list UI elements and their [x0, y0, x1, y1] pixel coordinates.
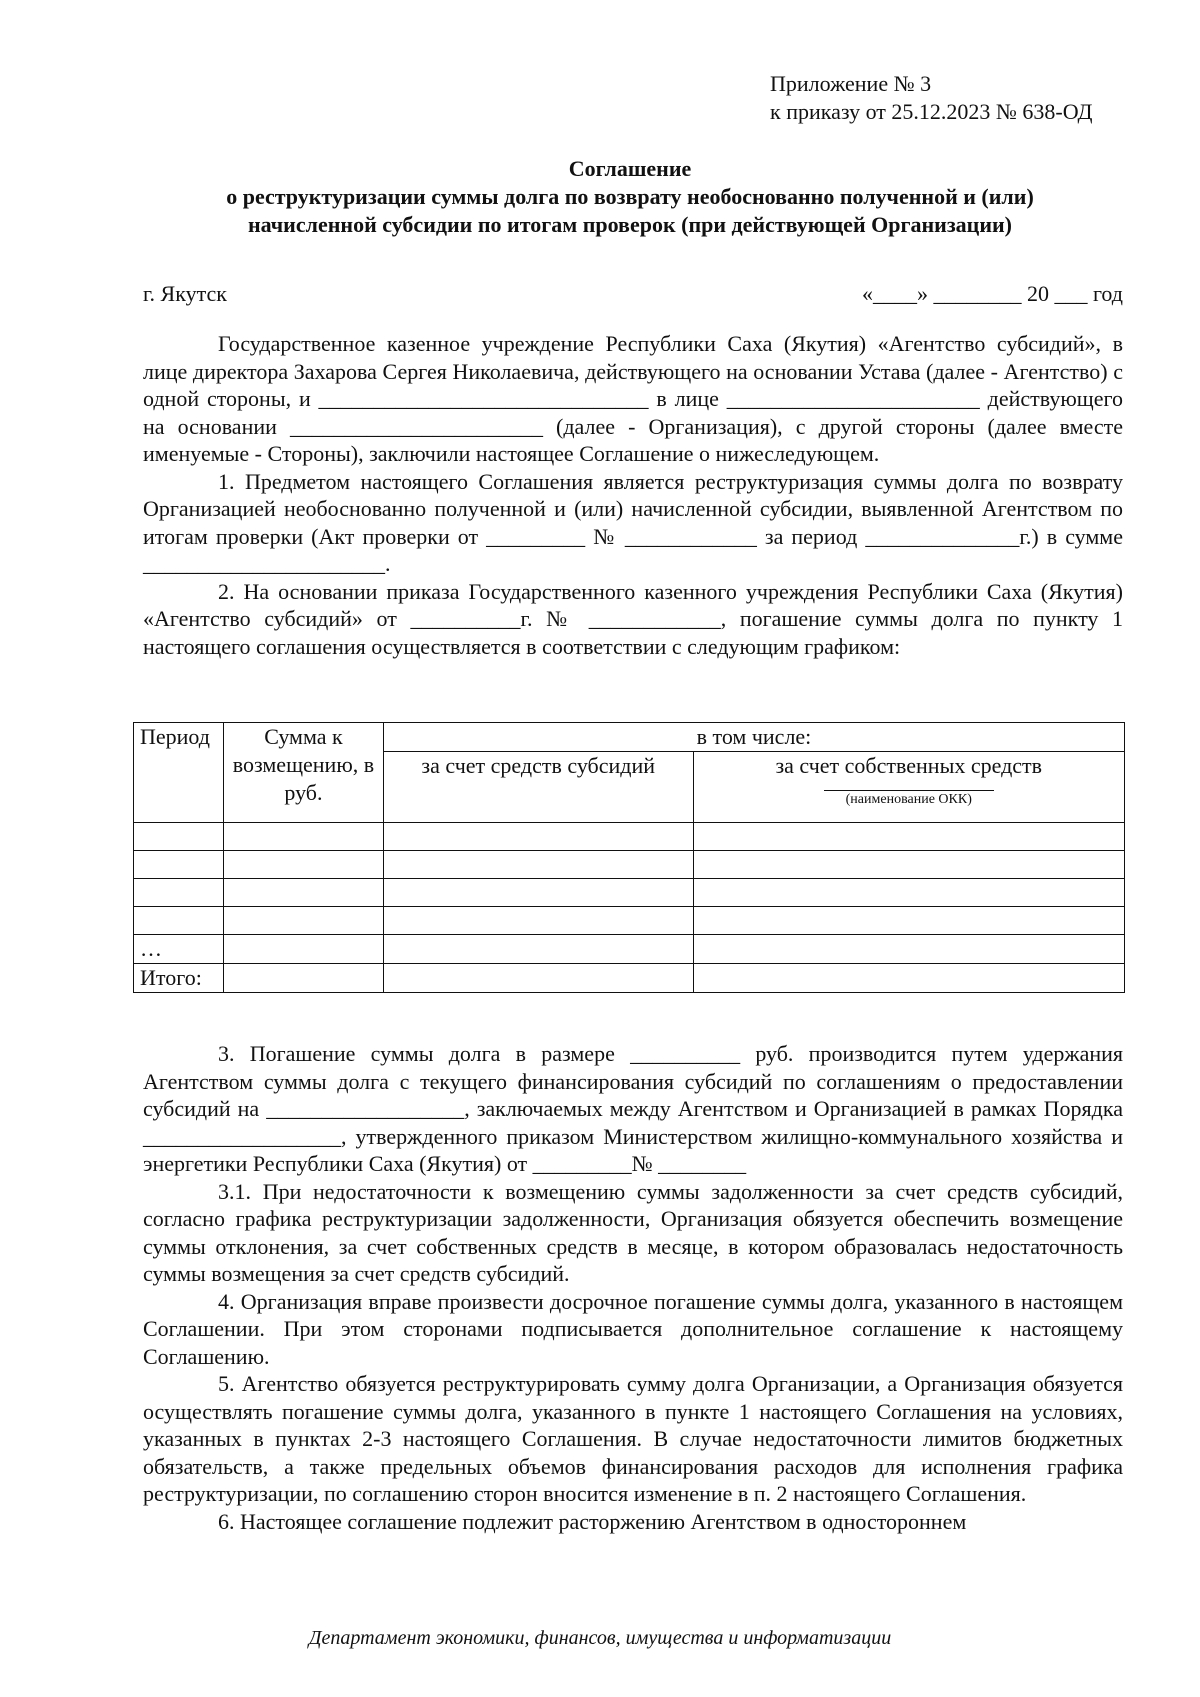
header-period: Период: [134, 723, 224, 823]
clause-4: 4. Организация вправе произвести досрочное погашение суммы долга, указанного в настоящем Соглашении. При этом сторонами подписывается дополнительное соглашение к настоящему Соглашению.: [143, 1288, 1123, 1369]
city: г. Якутск: [143, 281, 227, 306]
appendix-reference: [770, 70, 1093, 126]
intro-paragraph: Государственное казенное учреждение Республики Саха (Якутия) «Агентство субсидий», в лице директора Захарова Сергея Николаевича, действующего на основании Устава (далее - Агентство) с одной стороны, и ______________________________ в лице _______________________ действующего на основании _______________________ (далее - Организация), с другой стороны (далее вместе именуемые - Стороны), заключили настоящее Соглашение о нижеследующем.: [143, 331, 1123, 466]
title-line-3: начисленной субсидии по итогам проверок (при действующей Организации): [247, 212, 1013, 237]
table-row: [134, 907, 1125, 935]
document-title: [130, 155, 1130, 239]
appendix-number: Приложение № 3: [770, 71, 932, 96]
clause-3: 3. Погашение суммы долга в размере __________ руб. производится путем удержания Агентством суммы долга с текущего финансирования субсидий по соглашениям о предоставлении субсидий на __________________, заключаемых между Агентством и Организацией в рамках Порядка __________________, утвержденного приказом Министерством жилищно-коммунального хозяйства и энергетики Республики Саха (Якутия) от _________№ ________: [143, 1041, 1123, 1176]
header-sum: Сумма к возмещению, в руб.: [223, 723, 383, 823]
table-row: [134, 879, 1125, 907]
date-blank: «____» ________ 20 ___ год: [861, 281, 1123, 306]
okk-caption: (наименование ОКК): [845, 792, 972, 807]
clause-3-1: 3.1. При недостаточности к возмещению суммы задолженности за счет средств субсидий, согласно графика реструктуризации задолженности, Организация обязуется обеспечить возмещение суммы отклонения, за счет собственных средств в месяце, в котором образовалась недостаточность суммы возмещения за счет средств субсидий.: [143, 1178, 1123, 1286]
header-including: в том числе:: [383, 723, 1124, 752]
clause-5: 5. Агентство обязуется реструктурировать сумму долга Организации, а Организация обязуется осуществлять погашение суммы долга, указанного в пункте 1 настоящего Соглашения на условиях, указанных в пунктах 2-3 настоящего Соглашения. В случае недостаточности лимитов бюджетных обязательств, а также предельных объемов финансирования расходов для исполнения графика реструктуризации, по соглашению сторон вносится изменение в п. 2 настоящего Соглашения.: [143, 1371, 1123, 1506]
clause-2: 2. На основании приказа Государственного казенного учреждения Республики Саха (Якутия) «Агентство субсидий» от __________г. № ____________, погашение суммы долга по пункту 1 настоящего соглашения осуществляется в соответствии с следующим графиком:: [143, 578, 1123, 659]
header-subsidy-funds: [383, 752, 693, 823]
page-footer: Департамент экономики, финансов, имущества и информатизации: [308, 1627, 892, 1649]
header-subsidy-label: за счет средств субсидий: [421, 753, 655, 778]
total-row: [134, 964, 1125, 993]
agreement-body-part2: [143, 1040, 1123, 1535]
agreement-body-part1: [143, 330, 1123, 660]
clause-1: 1. Предметом настоящего Соглашения является реструктуризация суммы долга по возврату Организацией необоснованно полученной и (или) начисленной субсидии, выявленной Агентством по итогам проверки (Акт проверки от _________ № ____________ за период ______________г.) в сумме ______________________.: [143, 468, 1123, 576]
header-own-funds: [693, 752, 1125, 823]
header-own-label: за счет собственных средств: [775, 753, 1043, 778]
title-line-1: Соглашение: [568, 156, 692, 181]
place-date-line: [143, 280, 1123, 308]
table-row: [134, 935, 1125, 964]
order-reference: к приказу от 25.12.2023 № 638-ОД: [770, 99, 1093, 124]
table-row: [134, 823, 1125, 851]
title-line-2: о реструктуризации суммы долга по возврату необоснованно полученной и (или): [226, 184, 1034, 209]
table-row: [134, 851, 1125, 879]
total-label: Итого:: [134, 964, 224, 993]
clause-6: 6. Настоящее соглашение подлежит расторжению Агентством в одностороннем: [218, 1508, 967, 1534]
repayment-schedule-table: [133, 722, 1125, 993]
ellipsis-cell: …: [134, 935, 224, 964]
